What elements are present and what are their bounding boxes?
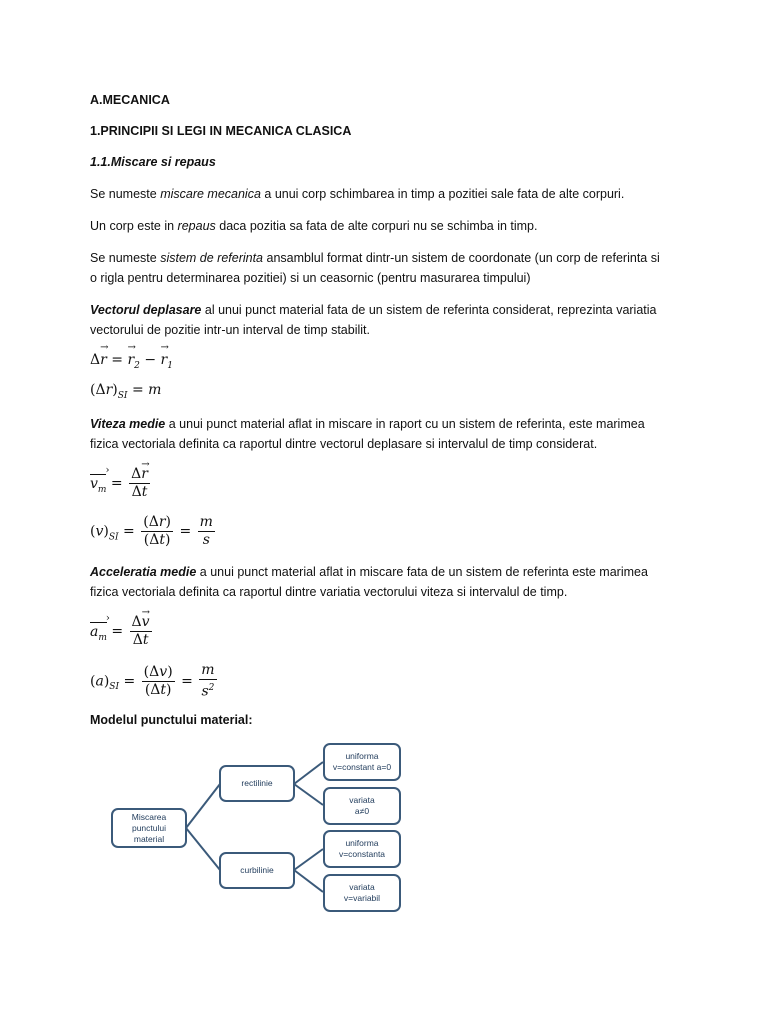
paragraph-acceleratia-medie-line2: fizica vectoriala definita ca raportul dintre variatia vectorului viteza si intervalul de timp. — [90, 585, 568, 599]
r2-line1: variata — [349, 795, 375, 805]
eq-v: v — [95, 523, 104, 540]
p6-term: Acceleratia medie — [90, 565, 197, 579]
eq-t: t — [159, 532, 165, 548]
diagram-node-curbilinie — [219, 852, 295, 889]
eq-m: m — [201, 662, 215, 678]
eq-equals: = — [106, 623, 128, 640]
connector-root-rect — [186, 784, 220, 828]
eq-minus: − — [139, 352, 161, 368]
eq-r2: → r — [127, 352, 134, 368]
c2-line2: v=variabil — [343, 893, 381, 903]
eq-lp: ( — [143, 663, 150, 680]
p6-text-a: a unui punct material aflat in miscare fata de un sistem de referinta este marimea — [196, 565, 648, 579]
root-line2: punctului — [131, 822, 166, 833]
eq-m: m — [199, 514, 213, 530]
eq-delta: Δ — [90, 352, 101, 368]
p1-term: miscare mecanica — [160, 187, 261, 201]
connector-curb-c1 — [294, 849, 323, 870]
section-heading: 1.1.Miscare si repaus — [90, 155, 216, 169]
eq-delta: Δ — [149, 532, 160, 548]
eq-si: SI — [108, 532, 119, 543]
eq-delta: Δ — [148, 514, 159, 530]
eq-sub-m: m — [98, 632, 107, 643]
eq-equals: = — [127, 382, 149, 398]
p4-term: Vectorul deplasare — [90, 303, 202, 317]
eq-lp: ( — [90, 382, 96, 398]
eq-r1: → r — [161, 352, 168, 368]
eq-v: v — [90, 475, 98, 492]
diagram-node-rectilinie — [219, 765, 295, 802]
diagram-node-rect-uniforma — [323, 743, 401, 781]
eq-rp: ) — [166, 681, 172, 698]
p2-term: repaus — [177, 219, 216, 233]
eq-sub-1: 1 — [167, 360, 173, 371]
c1-line2: v=constanta — [338, 849, 386, 859]
p3-text-a: Se numeste — [90, 251, 161, 265]
eq-equals: = — [175, 523, 196, 540]
eq-equals: = — [106, 475, 128, 492]
eq-m: m — [148, 382, 162, 398]
eq-equals: = — [119, 673, 140, 690]
eq-delta: Δ — [132, 632, 143, 648]
eq-lp: ( — [90, 673, 96, 690]
eq-lp: ( — [143, 514, 149, 530]
curbilinie-label: curbilinie — [240, 865, 274, 875]
eq-t: t — [142, 632, 149, 648]
eq-delta: Δ — [149, 663, 160, 680]
eq-delta: Δ — [95, 382, 106, 398]
eq-t: t — [160, 681, 167, 698]
r2-line2: a≠0 — [354, 806, 370, 816]
model-title: Modelul punctului material: — [90, 713, 253, 727]
eq-r: → r — [141, 466, 148, 483]
eq-rp: ) — [103, 673, 110, 690]
eq-sub-m: m — [97, 484, 107, 495]
eq-lp: ( — [143, 532, 150, 548]
r1-line2: v=constant a=0 — [332, 762, 392, 772]
eq-rp: ) — [165, 532, 171, 548]
eq-equals: = — [118, 523, 140, 540]
p2-text-a: Un corp este in — [90, 219, 178, 233]
eq-v: v — [159, 663, 168, 680]
chapter-heading: 1.PRINCIPII SI LEGI IN MECANICA CLASICA — [90, 124, 352, 138]
eq-r: r — [105, 382, 113, 398]
eq-exp-2: 2 — [208, 683, 215, 693]
p3-term: sistem de referinta — [160, 251, 264, 265]
eq-si: SI — [109, 682, 120, 693]
root-line3: material — [133, 833, 165, 844]
eq-a: a — [95, 673, 104, 690]
c1-line1: uniforma — [345, 838, 379, 848]
eq-delta: Δ — [150, 681, 161, 698]
eq-a: a — [90, 623, 99, 640]
r1-line1: uniforma — [345, 751, 379, 761]
p3-text-b: ansamblul format dintr-un sistem de coordonate (un corp de referinta si — [263, 251, 660, 265]
eq-r: → r — [100, 352, 107, 368]
p1-text-b: a unui corp schimbarea in timp a pozitiei sale fata de alte corpuri. — [260, 187, 625, 201]
eq-sub-2: 2 — [134, 360, 140, 371]
eq-s: s — [202, 532, 210, 548]
paragraph-vector-deplasare-line2: vectorului de pozitie intr-un interval de timp stabilit. — [90, 323, 370, 337]
main-heading: A.MECANICA — [90, 93, 170, 107]
eq-lp: ( — [90, 523, 96, 540]
eq-rp: ) — [112, 382, 118, 398]
p2-text-b: daca pozitia sa fata de alte corpuri nu se schimba in timp. — [215, 219, 538, 233]
eq-t: t — [141, 484, 148, 500]
diagram-node-curb-uniforma — [323, 830, 401, 868]
c2-line1: variata — [349, 882, 375, 892]
connector-curb-c2 — [294, 870, 323, 892]
eq-rp: ) — [167, 663, 173, 680]
eq-delta: Δ — [131, 484, 142, 500]
eq-equals: = — [106, 352, 128, 368]
eq-lp: ( — [144, 681, 151, 698]
eq-r: r — [158, 514, 166, 530]
paragraph-viteza-medie-line2: fizica vectoriala definita ca raportul dintre vectorul deplasare si intervalul de timp considerat. — [90, 437, 598, 451]
p1-text-a: Se numeste — [90, 187, 161, 201]
eq-v: → v — [142, 614, 150, 631]
p5-text-a: a unui punct material aflat in miscare in raport cu un sistem de referinta, este marimea — [165, 417, 645, 431]
eq-si: SI — [117, 390, 128, 401]
eq-rp: ) — [103, 523, 109, 540]
p5-term: Viteza medie — [90, 417, 166, 431]
connector-root-curb — [186, 828, 220, 870]
eq-equals: = — [176, 673, 198, 690]
root-line1: Miscarea — [131, 811, 167, 822]
paragraph-sistem-referinta-line2: o rigla pentru determinarea pozitiei) si un ceasornic (pentru masurarea timpului) — [90, 271, 531, 285]
connector-rect-r1 — [294, 762, 323, 784]
eq-delta: Δ — [131, 614, 142, 630]
eq-rp: ) — [165, 514, 171, 530]
eq-delta: Δ — [131, 466, 142, 482]
connector-rect-r2 — [294, 784, 323, 805]
diagram-node-curb-variata — [323, 874, 401, 912]
p4-text-a: al unui punct material fata de un sistem de referinta considerat, reprezinta variatia — [201, 303, 657, 317]
rectilinie-label: rectilinie — [241, 778, 273, 788]
eq-s: s — [201, 683, 209, 700]
diagram-node-root — [111, 808, 187, 848]
diagram-node-rect-variata — [323, 787, 401, 825]
